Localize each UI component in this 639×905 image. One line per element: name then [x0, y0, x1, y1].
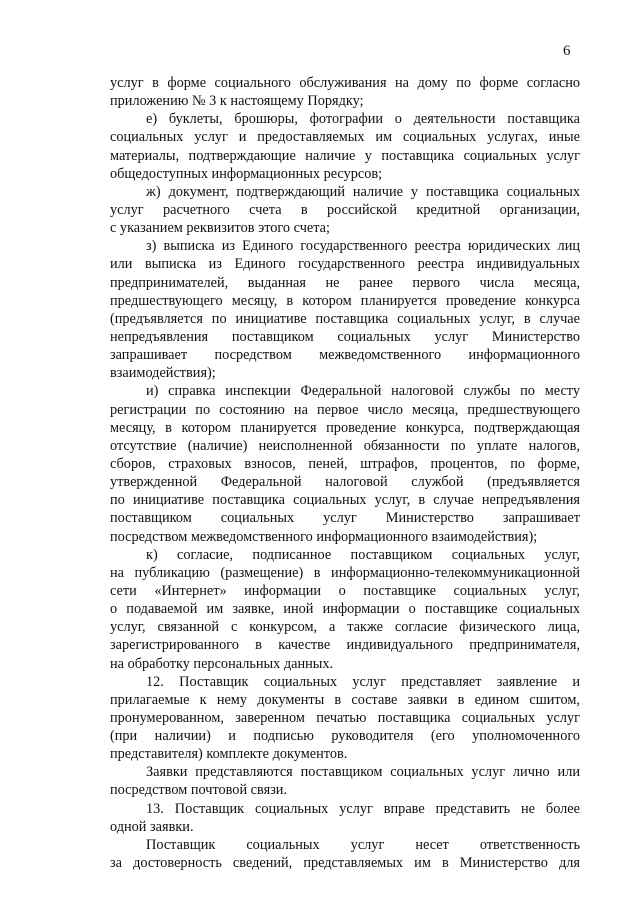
text-line: прилагаемые к нему документы в составе заявки в едином сшитом,: [110, 691, 580, 708]
text-line: или выписка из Единого государственного реестра индивидуальных: [110, 256, 580, 273]
page-number: 6: [563, 43, 571, 59]
document-body: [110, 74, 580, 872]
text-line: ж) документ, подтверждающий наличие у поставщика социальных: [146, 183, 580, 200]
text-line: за достоверность сведений, представляемых им в Министерство для: [110, 855, 580, 872]
text-line: взаимодействия);: [110, 365, 216, 382]
text-line: материалы, подтверждающие наличие у поставщика социальных услуг: [110, 147, 580, 164]
paragraph: [110, 800, 580, 836]
text-line: услуг в форме социального обслуживания на дому по форме согласно: [110, 75, 580, 91]
paragraph: [110, 382, 580, 545]
paragraph: [110, 763, 580, 799]
text-line: Заявки представляются поставщиком социальных услуг лично или: [146, 764, 580, 781]
text-line: предшествующего месяцу, в котором планируется проведение конкурса: [110, 292, 580, 309]
paragraph: [110, 110, 580, 183]
text-line: 12. Поставщик социальных услуг представляет заявление и: [146, 673, 580, 690]
text-line: утвержденной Федеральной налоговой службой (предъявляется: [110, 474, 580, 491]
text-line: Поставщик социальных услуг несет ответственность: [146, 836, 580, 853]
text-line: услуг, связанной с конкурсом, а также согласие физического лица,: [110, 619, 580, 636]
text-line: представителя) комплекте документов.: [110, 746, 348, 763]
text-line: з) выписка из Единого государственного реестра юридических лиц: [146, 238, 580, 255]
text-line: и) справка инспекции Федеральной налоговой службы по месту: [146, 383, 580, 400]
text-line: посредством межведомственного информационного взаимодействия);: [110, 528, 538, 545]
text-line: месяцу, в котором планируется проведение конкурса, подтверждающая: [110, 419, 580, 436]
text-line: сборов, страховых взносов, пеней, штрафов, процентов, по форме,: [110, 455, 580, 472]
text-line: е) буклеты, брошюры, фотографии о деятельности поставщика: [146, 111, 580, 128]
text-line: запрашивает посредством межведомственного информационного: [110, 347, 580, 364]
paragraph: [110, 74, 580, 110]
text-line: 13. Поставщик социальных услуг вправе представить не более: [146, 800, 580, 817]
text-line: к) согласие, подписанное поставщиком социальных услуг,: [146, 546, 580, 563]
paragraph: [110, 673, 580, 764]
text-line: пронумерованном, заверенном печатью поставщика социальных услуг: [110, 709, 580, 726]
text-line: общедоступных информационных ресурсов;: [110, 165, 383, 182]
text-line: регистрации по состоянию на первое число месяца, предшествующего: [110, 401, 580, 418]
text-line: социальных услуг и предоставляемых им социальных услугах, иные: [110, 129, 580, 146]
paragraph: [110, 237, 580, 382]
paragraph: [110, 836, 580, 872]
text-line: (предъявляется по инициативе поставщика социальных услуг, в случае: [110, 310, 580, 327]
paragraph: [110, 546, 580, 673]
text-line: зарегистрированного в качестве индивидуального предпринимателя,: [110, 637, 580, 654]
text-line: с указанием реквизитов этого счета;: [110, 220, 330, 237]
text-line: посредством почтовой связи.: [110, 782, 288, 799]
text-line: приложению № 3 к настоящему Порядку;: [110, 93, 364, 110]
text-line: непредъявления поставщиком социальных услуг Министерство: [110, 328, 580, 345]
text-line: о подаваемой им заявке, иной информации о поставщике социальных: [110, 601, 580, 618]
text-line: услуг расчетного счета в российской кредитной организации,: [110, 201, 580, 218]
text-line: по инициативе поставщика социальных услуг, в случае непредъявления: [110, 492, 580, 509]
paragraph: [110, 183, 580, 237]
text-line: одной заявки.: [110, 818, 194, 835]
text-line: на обработку персональных данных.: [110, 655, 334, 672]
text-line: (при наличии) и подписью руководителя (его уполномоченного: [110, 728, 580, 745]
text-line: на публикацию (размещение) в информационно-телекоммуникационной: [110, 564, 580, 581]
text-line: сети «Интернет» информации о поставщике социальных услуг,: [110, 582, 580, 599]
text-line: отсутствие (наличие) неисполненной обязанности по уплате налогов,: [110, 437, 580, 454]
text-line: предпринимателей, выданная не ранее первого числа месяца,: [110, 274, 580, 291]
text-line: поставщиком социальных услуг Министерство запрашивает: [110, 510, 580, 527]
